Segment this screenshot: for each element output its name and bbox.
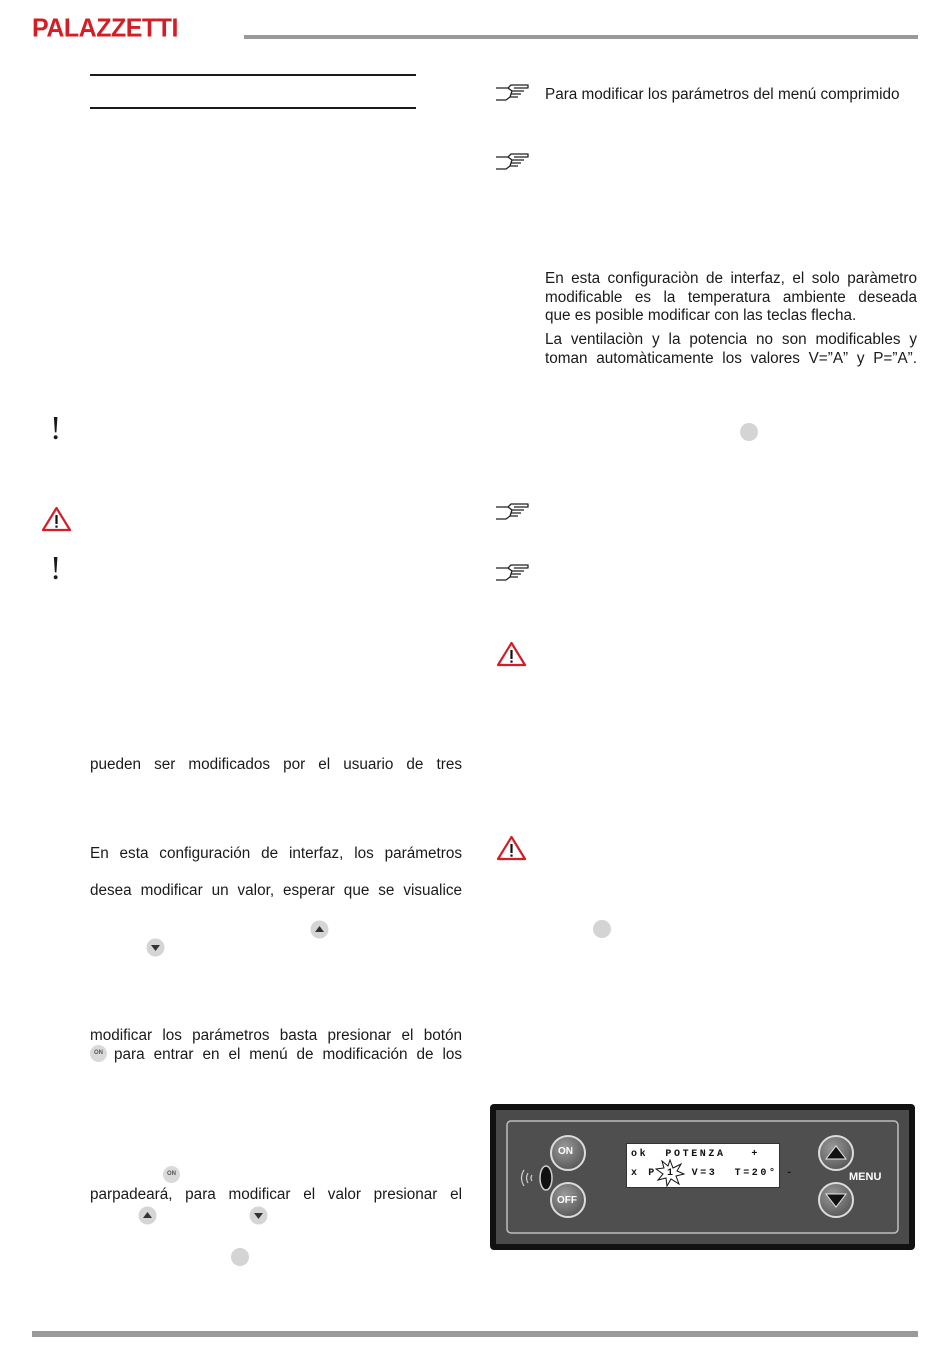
paragraph-line: La ventilaciòn y la potencia no son modificables y bbox=[545, 331, 917, 348]
pointing-hand-icon bbox=[494, 501, 530, 521]
paragraph-line: parpadeará, para modificar el valor presionar el bbox=[90, 1186, 462, 1203]
gray-dot-icon bbox=[231, 1248, 249, 1266]
arrow-down-button-icon bbox=[249, 1206, 268, 1225]
footer-rule bbox=[32, 1331, 918, 1337]
lcd-display bbox=[626, 1143, 795, 1188]
section-rule-bottom bbox=[90, 107, 416, 109]
arrow-down-button-icon bbox=[146, 938, 165, 957]
paragraph-line: En esta configuración de interfaz, los parámetros bbox=[90, 845, 462, 862]
gray-dot-icon bbox=[593, 920, 611, 938]
on-button-icon: ON bbox=[163, 1166, 180, 1183]
pointing-hand-icon bbox=[494, 151, 530, 171]
pointing-hand-icon bbox=[494, 562, 530, 582]
arrow-up-button-icon bbox=[138, 1206, 157, 1225]
note-text: Para modificar los parámetros del menú comprimido bbox=[545, 86, 900, 103]
section-rule-top bbox=[90, 74, 416, 76]
paragraph-line: que es posible modificar con las teclas flecha. bbox=[545, 307, 857, 324]
paragraph-line: toman automàticamente los valores V=”A” y P=”A”. bbox=[545, 350, 917, 367]
lcd-line-2-prefix: x P bbox=[631, 1168, 657, 1179]
warning-triangle-icon bbox=[41, 506, 72, 532]
paragraph-line: En esta configuraciòn de interfaz, el solo paràmetro bbox=[545, 270, 917, 287]
exclamation-icon: ! bbox=[50, 410, 62, 447]
on-button-icon: ON bbox=[90, 1045, 107, 1062]
off-button[interactable]: OFF bbox=[557, 1195, 577, 1206]
on-button[interactable]: ON bbox=[558, 1146, 573, 1157]
paragraph-line: pueden ser modificados por el usuario de tres bbox=[90, 756, 462, 773]
paragraph-line: modificable es la temperatura ambiente deseada bbox=[545, 289, 917, 306]
header-rule bbox=[244, 35, 918, 39]
pointing-hand-icon bbox=[494, 82, 530, 102]
warning-triangle-icon bbox=[496, 641, 527, 667]
paragraph-line: desea modificar un valor, esperar que se visualice bbox=[90, 882, 462, 899]
warning-triangle-icon bbox=[496, 835, 527, 861]
menu-label: MENU bbox=[849, 1171, 882, 1183]
arrow-up-button-icon bbox=[310, 920, 329, 939]
lcd-line-2-suffix: V=3 T=20° - bbox=[683, 1168, 795, 1179]
lcd-line-1: ok POTENZA + bbox=[631, 1149, 761, 1160]
gray-dot-icon bbox=[740, 423, 758, 441]
brand-logo: PALAZZETTI bbox=[32, 13, 178, 43]
lcd-power-value: 1 bbox=[667, 1168, 676, 1179]
paragraph-line: para entrar en el menú de modificación de los bbox=[114, 1046, 462, 1063]
paragraph-line: modificar los parámetros basta presionar el botón bbox=[90, 1027, 462, 1044]
exclamation-icon: ! bbox=[50, 550, 62, 587]
